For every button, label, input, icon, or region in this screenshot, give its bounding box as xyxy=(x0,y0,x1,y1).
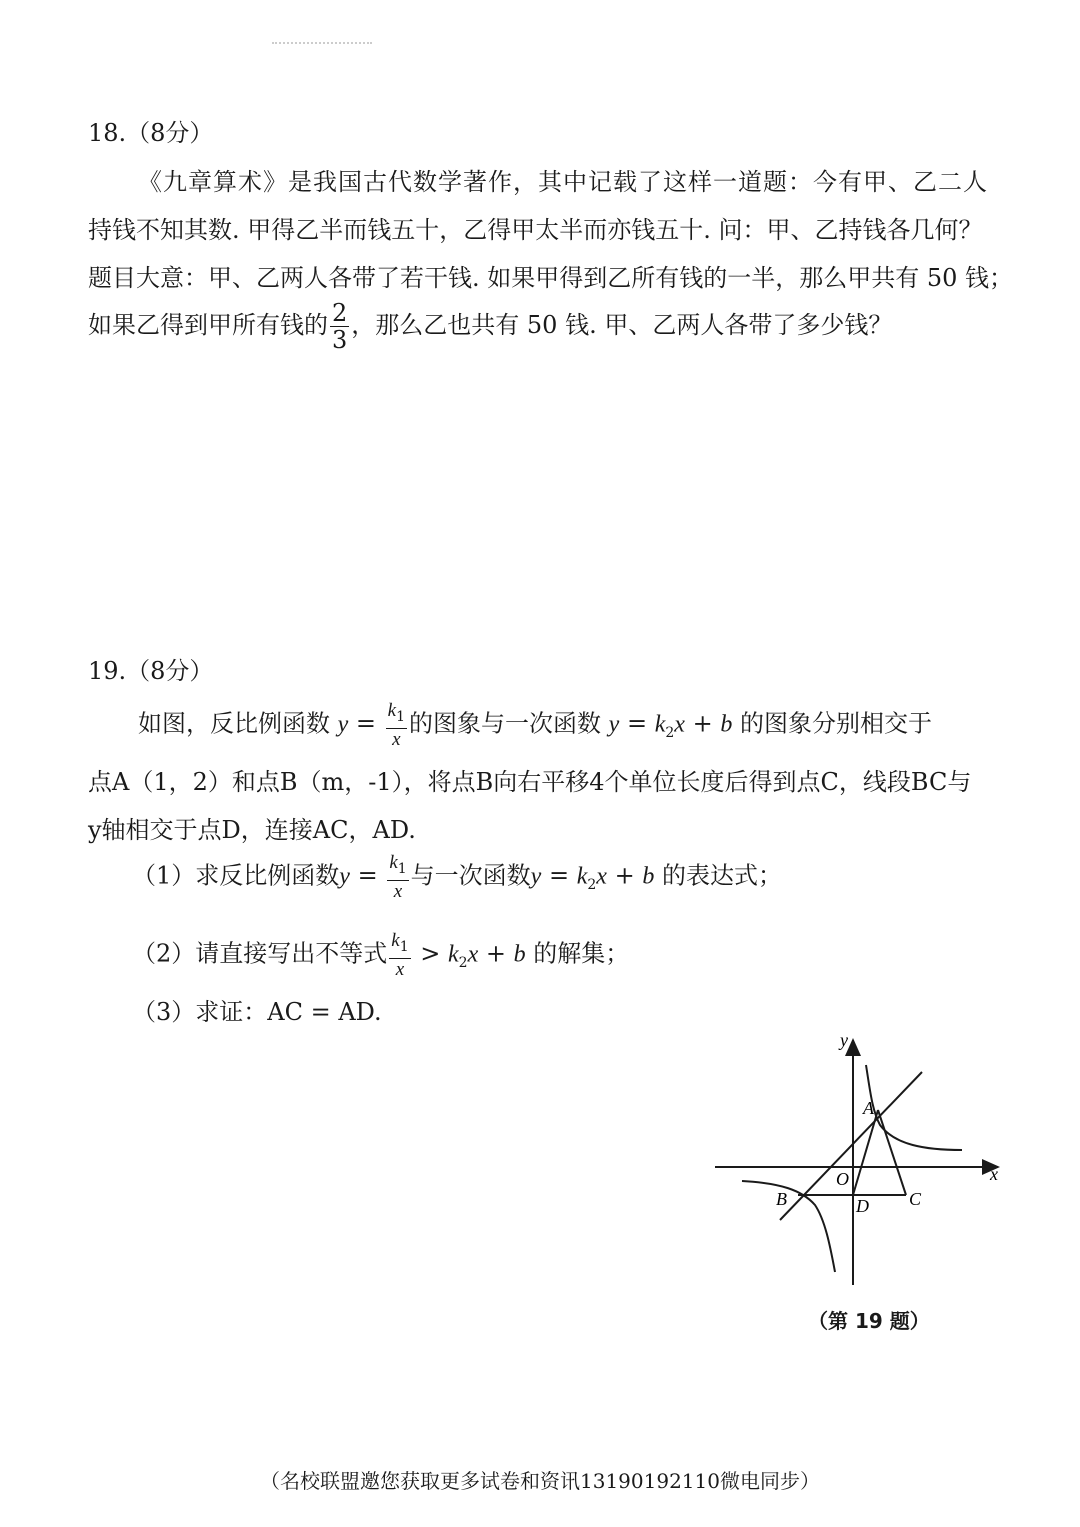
q19-part-2-a: （2）请直接写出不等式 xyxy=(132,939,388,968)
label-o: O xyxy=(836,1169,849,1189)
q18-line-4 xyxy=(88,300,892,353)
q19-part-2: （2）请直接写出不等式 $\frac{k_1}{x}$ > $k_2x + b$ 的解集； xyxy=(132,930,630,980)
hyperbola-branch-right xyxy=(866,1065,962,1150)
label-a: A xyxy=(863,1098,874,1118)
label-c: C xyxy=(909,1189,922,1209)
q19-part-3: （3）求证：AC = AD. xyxy=(132,998,382,1026)
q19-figure xyxy=(700,1020,1020,1300)
q19-part-1-a: （1）求反比例函数 xyxy=(132,861,340,890)
q18-line-2: 持钱不知其数. 甲得乙半而钱五十，乙得甲太半而亦钱五十. 问：甲、乙持钱各几何？ xyxy=(88,216,983,244)
segment-ac xyxy=(878,1110,906,1195)
q19-header: 19.（8分） xyxy=(88,657,214,685)
label-y: y xyxy=(840,1030,848,1050)
linear-function-line xyxy=(780,1072,922,1220)
scan-artifact xyxy=(272,42,372,50)
fraction-two-thirds: $\frac{2}{3}$ xyxy=(332,299,348,354)
label-x: x xyxy=(990,1164,998,1184)
q19-line-1-b: 的图象与一次函数 xyxy=(409,709,602,738)
q18-line-3: 题目大意：甲、乙两人各带了若干钱. 如果甲得到乙所有钱的一半，那么甲共有 50 钱； xyxy=(88,264,1014,292)
q18-line-1: 《九章算术》是我国古代数学著作，其中记载了这样一道题：今有甲、乙二人 xyxy=(138,168,988,196)
q19-line-2: 点A（1，2）和点B（m，-1），将点B向右平移4个单位长度后得到点C，线段BC与 xyxy=(88,768,972,796)
q18-line-4-pre: 如果乙得到甲所有钱的 xyxy=(88,311,328,339)
q18-header: 18.（8分） xyxy=(88,119,214,147)
q19-part-1: （1）求反比例函数y = $\frac{k_1}{x}$ 与一次函数$y = k_2x + b$ 的表达式； xyxy=(132,852,782,902)
footer-note: （名校联盟邀您获取更多试卷和资讯13190192110微电同步） xyxy=(260,1469,820,1493)
label-d: D xyxy=(856,1196,869,1216)
q19-part-1-c: 的表达式； xyxy=(661,861,782,890)
q19-part-2-b: 的解集； xyxy=(533,939,630,968)
q19-line-1-a: 如图，反比例函数 xyxy=(138,709,330,738)
q19-line-1-c: 的图象分别相交于 xyxy=(739,709,932,738)
fraction-k1-over-x: $\frac{k_1}{x}$ xyxy=(391,930,409,980)
fraction-k1-over-x: $\frac{k_1}{x}$ xyxy=(389,852,407,902)
q19-line-3: y轴相交于点D，连接AC，AD. xyxy=(88,816,416,844)
q19-part-1-b: 与一次函数 xyxy=(410,861,531,890)
label-b: B xyxy=(776,1189,787,1209)
fraction-k1-over-x: $\frac{k_1}{x}$ xyxy=(387,700,406,750)
segment-ad xyxy=(853,1110,878,1195)
q18-line-4-post: ，那么乙也共有 50 钱. 甲、乙两人各带了多少钱？ xyxy=(351,311,893,339)
q19-line-1: 如图，反比例函数 y = $\frac{k_1}{x}$ 的图象与一次函数 $y = k_2x + b$ 的图象分别相交于 xyxy=(138,700,932,750)
figure-caption: （第 19 题） xyxy=(808,1309,930,1333)
